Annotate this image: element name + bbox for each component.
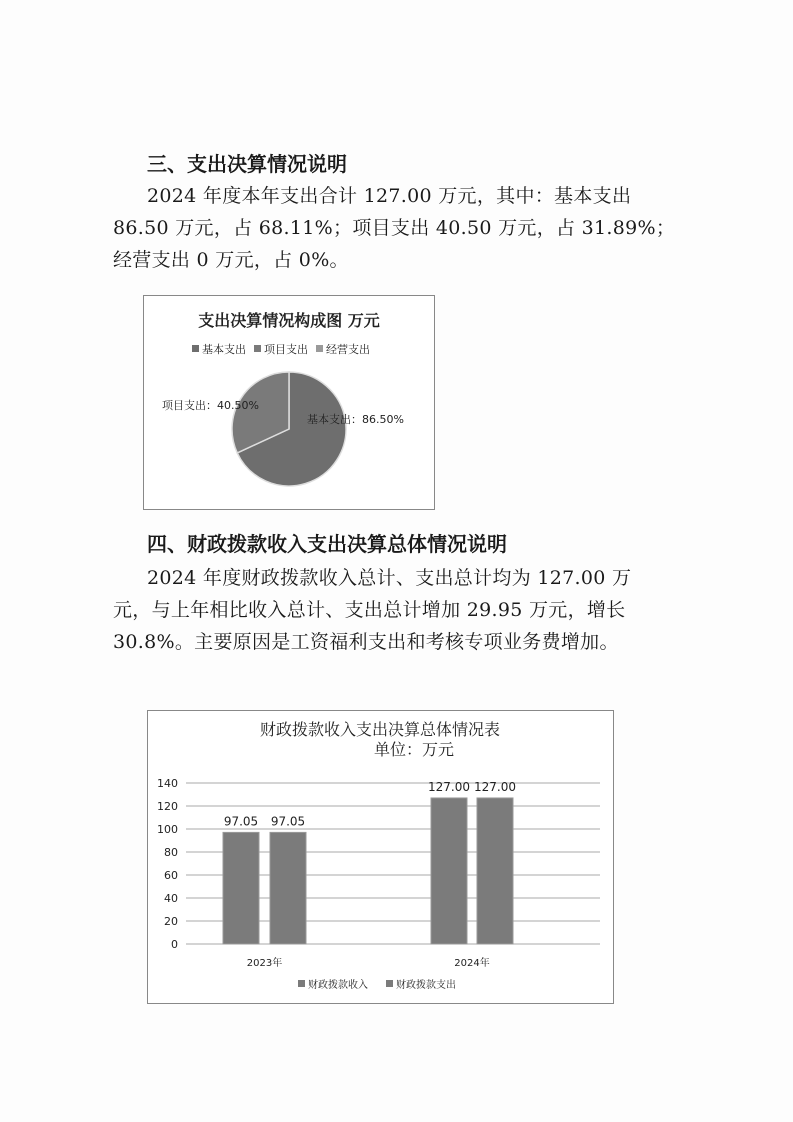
- body-line: 30.8%。主要原因是工资福利支出和考核专项业务费增加。: [113, 631, 619, 653]
- bar: [431, 798, 467, 944]
- body-line: 经营支出 0 万元，占 0%。: [113, 249, 349, 271]
- bar-data-label: 127.00: [474, 779, 516, 794]
- bar: [477, 798, 513, 944]
- pie-title: 支出决算情况构成图 万元: [198, 311, 380, 330]
- section3-body: [113, 180, 707, 276]
- section3-heading: 三、支出决算情况说明: [147, 152, 347, 176]
- y-tick-label: 100: [157, 823, 178, 836]
- legend-label: 财政拨款收入: [308, 980, 368, 991]
- y-tick-label: 60: [164, 869, 178, 882]
- legend-label: 项目支出: [264, 343, 308, 356]
- y-tick-label: 0: [171, 938, 178, 951]
- legend-swatch: [192, 345, 199, 352]
- bar-title: 财政拨款收入支出决算总体情况表: [259, 720, 501, 739]
- y-tick-label: 20: [164, 915, 178, 928]
- bar-chart: [147, 710, 614, 1004]
- body-line: 2024 年度财政拨款收入总计、支出总计均为 127.00 万: [147, 567, 632, 589]
- x-tick-label: 2023年: [246, 958, 283, 969]
- legend-label: 基本支出: [202, 343, 246, 356]
- x-tick-label: 2024年: [454, 958, 490, 969]
- bar: [270, 832, 306, 944]
- bar-subtitle: 单位：万元: [373, 740, 455, 759]
- body-line: 2024 年度本年支出合计 127.00 万元，其中：基本支出: [147, 185, 632, 207]
- legend-swatch: [386, 980, 393, 987]
- legend-label: 财政拨款支出: [396, 980, 456, 991]
- pie-data-label: 项目支出：40.50%: [162, 399, 259, 412]
- y-tick-label: 80: [164, 846, 178, 859]
- legend-label: 经营支出: [326, 343, 370, 356]
- legend-swatch: [316, 345, 323, 352]
- y-tick-label: 40: [164, 892, 178, 905]
- section4-heading: 四、财政拨款收入支出决算总体情况说明: [147, 532, 507, 556]
- pie-chart: [143, 295, 435, 510]
- bar-data-label: 97.05: [223, 814, 259, 829]
- body-line: 86.50 万元，占 68.11%；项目支出 40.50 万元，占 31.89%；: [113, 217, 676, 239]
- section4-body: [113, 562, 707, 658]
- legend-swatch: [254, 345, 261, 352]
- body-line: 元，与上年相比收入总计、支出总计增加 29.95 万元，增长: [113, 599, 626, 621]
- y-tick-label: 140: [157, 777, 178, 790]
- bar-data-label: 97.05: [270, 814, 306, 829]
- bar: [223, 832, 259, 944]
- pie-data-label: 基本支出：86.50%: [307, 413, 404, 426]
- y-tick-label: 120: [157, 800, 178, 813]
- bar-data-label: 127.00: [428, 779, 470, 794]
- legend-swatch: [298, 980, 305, 987]
